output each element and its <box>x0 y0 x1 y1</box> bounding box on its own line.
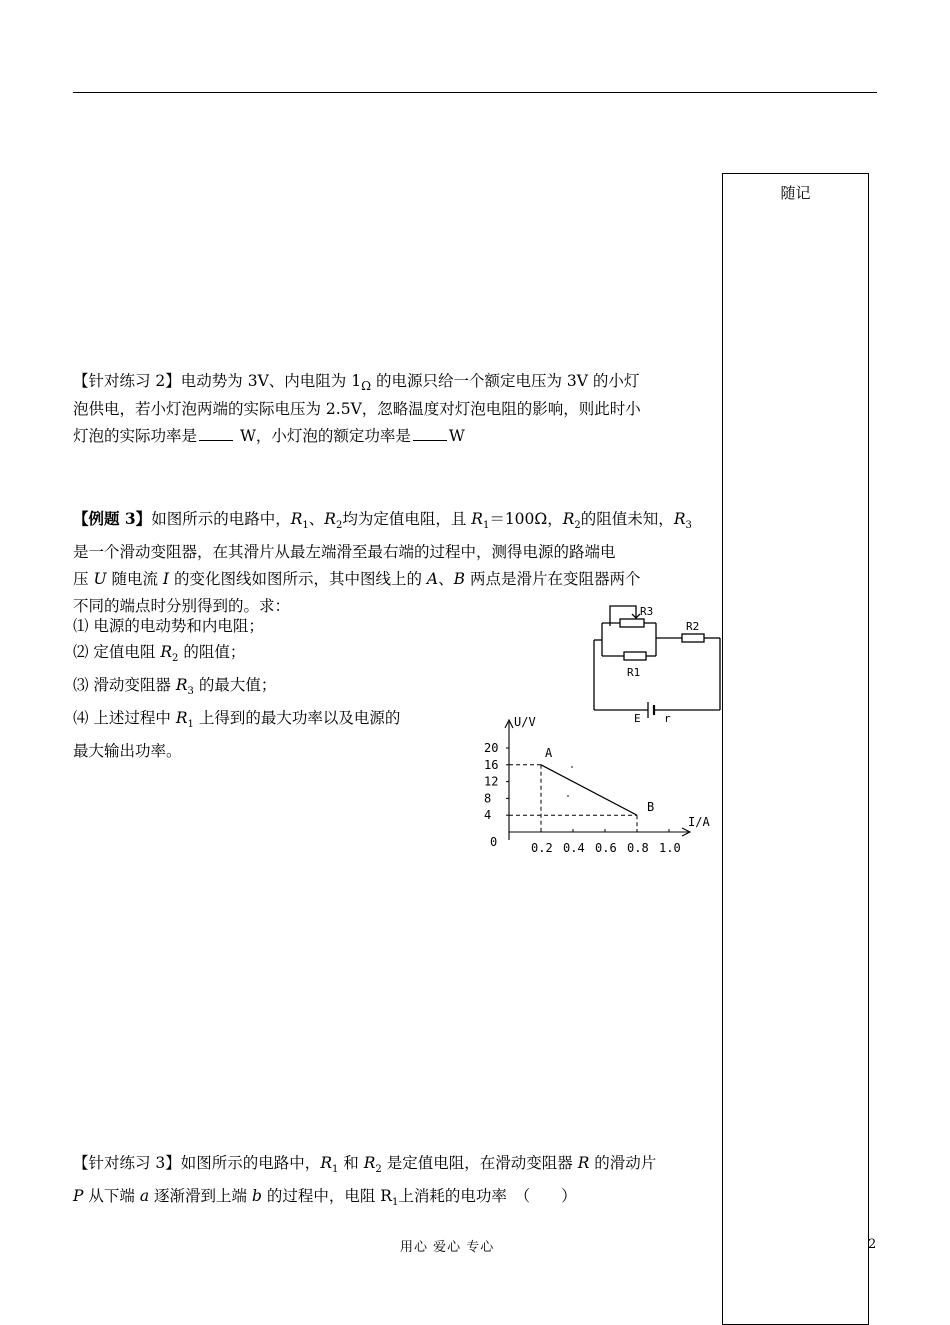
point-label-a: A <box>545 745 553 760</box>
practice-3: 【针对练习 3】如图所示的电路中，$R_1$ 和 $R_2$ 是定值电阻，在滑动变阻器 R 的滑动片 P 从下端 a 逐渐滑到上端 b 的过程中，电阻 $R_1$上消耗的电功率 （ ） <box>73 1154 657 1209</box>
answer-blank <box>413 426 447 441</box>
y-tick-label: 8 <box>484 791 492 806</box>
y-tick-label: 16 <box>484 757 499 772</box>
circuit-diagram <box>590 598 730 728</box>
y-tick-label: 0 <box>490 835 498 849</box>
r1-label: R1 <box>627 666 641 679</box>
x-axis-label: I/A <box>688 815 710 829</box>
practice-3-label: 【针对练习 3】 <box>73 1154 181 1172</box>
y-tick-label: 4 <box>484 808 492 823</box>
page-number: 2 <box>868 1237 877 1252</box>
notes-sidebar <box>722 173 869 1325</box>
practice-2-label: 【针对练习 2】 <box>73 372 181 390</box>
r3-label: R3 <box>640 605 654 618</box>
answer-blank <box>199 426 233 441</box>
example-3-questions: ⑴ 电源的电动势和内电阻； ⑵ 定值电阻 $R_2$ 的阻值； ⑶ 滑动变阻器 $R_3$ 的最大值； ⑷ 上述过程中 $R_1$ 上得到的最大功率以及电源的 最大输出功率。 <box>73 617 401 761</box>
x-tick-label: 0.6 <box>595 841 617 855</box>
practice-2: 【针对练习 2】电动势为 3V、内电阻为 $1_\Omega$ 的电源只给一个额定电压为 3V 的小灯 泡供电，若小灯泡两端的实际电压为 2.5V，忽略温度对灯泡电阻的影响，则此时小 灯泡的实际功率是 W，小灯泡的额定功率是 W <box>73 372 641 445</box>
y-tick-label: 20 <box>484 741 499 755</box>
e-label: E <box>634 712 641 725</box>
notes-title: 随记 <box>780 184 811 202</box>
data-line <box>541 765 637 815</box>
y-axis-label: U/V <box>514 715 536 729</box>
footer-motto: 用心 爱心 专心 <box>400 1240 495 1255</box>
x-tick-label: 0.8 <box>627 841 649 855</box>
stray-dot <box>567 795 569 797</box>
r2-label: R2 <box>686 620 700 633</box>
x-tick-label: 0.2 <box>531 841 553 855</box>
point-label-b: B <box>647 800 655 815</box>
stray-dot <box>571 766 573 768</box>
y-tick-label: 12 <box>484 774 499 789</box>
x-tick-label: 0.4 <box>563 841 585 855</box>
header-rule <box>73 92 877 93</box>
r-label: r <box>664 712 671 725</box>
ui-chart <box>478 712 718 862</box>
x-tick-label: 1.0 <box>659 841 681 855</box>
example-3-label: 【例题 3】 <box>73 509 152 528</box>
example-3: 【例题 3】如图所示的电路中，$R_1$、$R_2$均为定值电阻，且 $R_1=100\Omega$，$R_2$的阻值未知，$R_3$ 是一个滑动变阻器，在其滑片从最左端滑至最右端的过程中，测得电源的路端电 压 U 随电流 I 的变化图线如图所示，其中图线上的 A、B 两点是滑片在变阻器两个 不同的端点时分别得到的。求： <box>73 509 692 616</box>
